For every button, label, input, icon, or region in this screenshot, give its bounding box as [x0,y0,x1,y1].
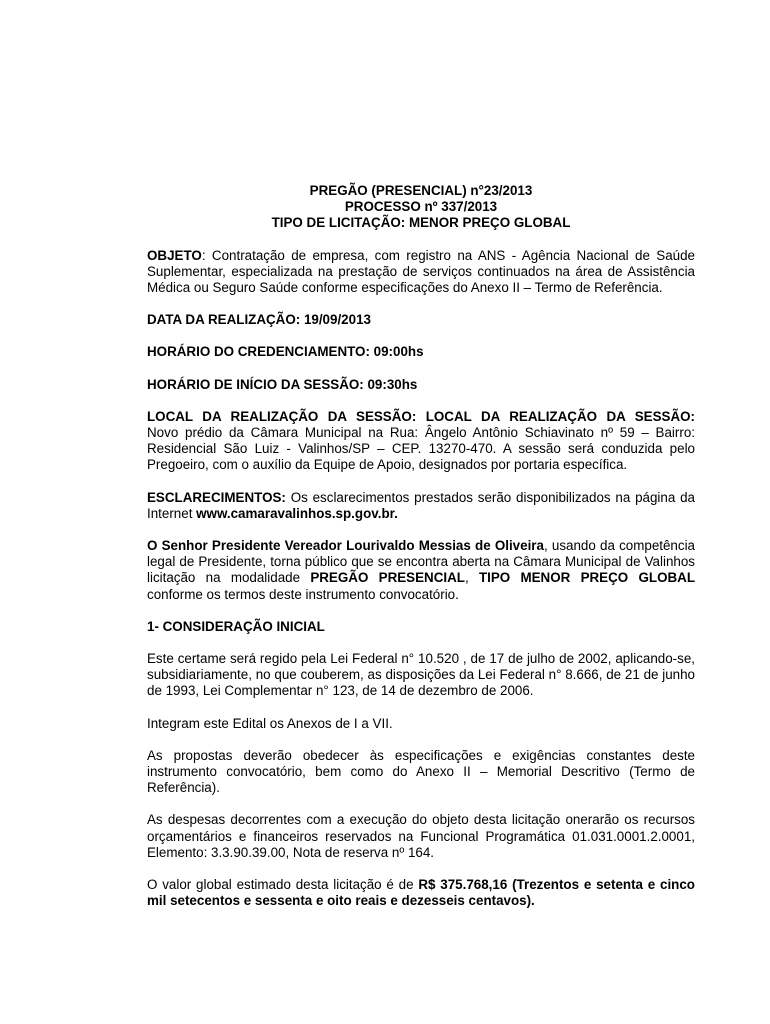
paragraph-propostas: As propostas deverão obedecer às especificações e exigências constantes deste instrumento convocatório, bem como do Anexo II – Memorial Descritivo (Termo de Referência). [147,747,695,796]
esclarecimentos-label: ESCLARECIMENTOS: [147,489,286,505]
section-1-title: 1- CONSIDERAÇÃO INICIAL [147,618,325,634]
paragraph-despesas: As despesas decorrentes com a execução do objeto desta licitação onerarão os recursos orçamentários e financeiros reservados na Funcional Programática 01.031.0001.2.0001, Elemento: 3.3.90.39.00, Nota de reserva nº 164. [147,812,695,860]
website-link[interactable]: www.camaravalinhos.sp.gov.br. [196,505,398,521]
valor-text: O valor global estimado desta licitação é de [147,877,419,893]
header-line-1: PREGÃO (PRESENCIAL) n°23/2013 [309,183,533,198]
horario-credenciamento: HORÁRIO DO CREDENCIAMENTO: 09:00hs [147,344,424,360]
presidente-paragraph [147,538,695,603]
paragraph-lei: Este certame será regido pela Lei Federal n° 10.520 , de 17 de julho de 2002, aplicando-se, subsidiariamente, no que couberem, as disposições da Lei Federal n° 8.666, de 21 de junho de 1993, Lei Complementar n° 123, de 14 de dezembro de 2006. [147,651,695,699]
presidente-text-2: , [464,570,479,586]
header-line-3: TIPO DE LICITAÇÃO: MENOR PREÇO GLOBAL [271,215,571,231]
objeto-text: : Contratação de empresa, com registro na ANS - Agência Nacional de Saúde Suplementar, especializada na prestação de serviços continuados na área de Assistência Médica ou Seguro Saúde conforme especificações do Anexo II – Termo de Referência. [147,247,695,296]
esclarecimentos-paragraph [147,490,695,522]
modalidade-bold: PREGÃO PRESENCIAL [310,570,465,586]
tipo-bold: TIPO MENOR PREÇO GLOBAL [478,570,696,586]
valor-bold: R$ 375.768,16 (Trezentos e setenta e cinco mil setecentos e sessenta e oito reais e dezesseis centavos). [147,877,695,909]
presidente-text-3: conforme os termos deste instrumento convocatório. [147,586,459,602]
paragraph-valor [147,877,695,909]
esclarecimentos-text: Os esclarecimentos prestados serão disponibilizados na página da Internet [147,489,695,521]
data-realizacao: DATA DA REALIZAÇÃO: 19/09/2013 [147,312,371,328]
presidente-text-1: , usando da competência legal de Presidente, torna público que se encontra aberta na Câmara Municipal de Valinhos licitação na modalidade [147,538,696,586]
header-line-2: PROCESSO nº 337/2013 [344,199,498,215]
objeto-paragraph [147,248,695,297]
local-text: Novo prédio da Câmara Municipal na Rua: Ângelo Antônio Schiavinato nº 59 – Bairro: Residencial São Luiz - Valinhos/SP – CEP. 13270-470. A sessão será conduzida pelo Pregoeiro, com o auxílio da Equipe de Apoio, designados por portaria específica. [147,425,695,473]
paragraph-anexos: Integram este Edital os Anexos de I a VII. [147,715,393,731]
local-label: LOCAL DA REALIZAÇÃO DA SESSÃO: LOCAL DA REALIZAÇÃO DA SESSÃO: [147,408,695,424]
horario-inicio: HORÁRIO DE INÍCIO DA SESSÃO: 09:30hs [147,376,418,392]
objeto-label: OBJETO [147,247,202,263]
document-body [147,183,695,910]
presidente-name: O Senhor Presidente Vereador Lourivaldo Messias de Oliveira [147,538,544,554]
